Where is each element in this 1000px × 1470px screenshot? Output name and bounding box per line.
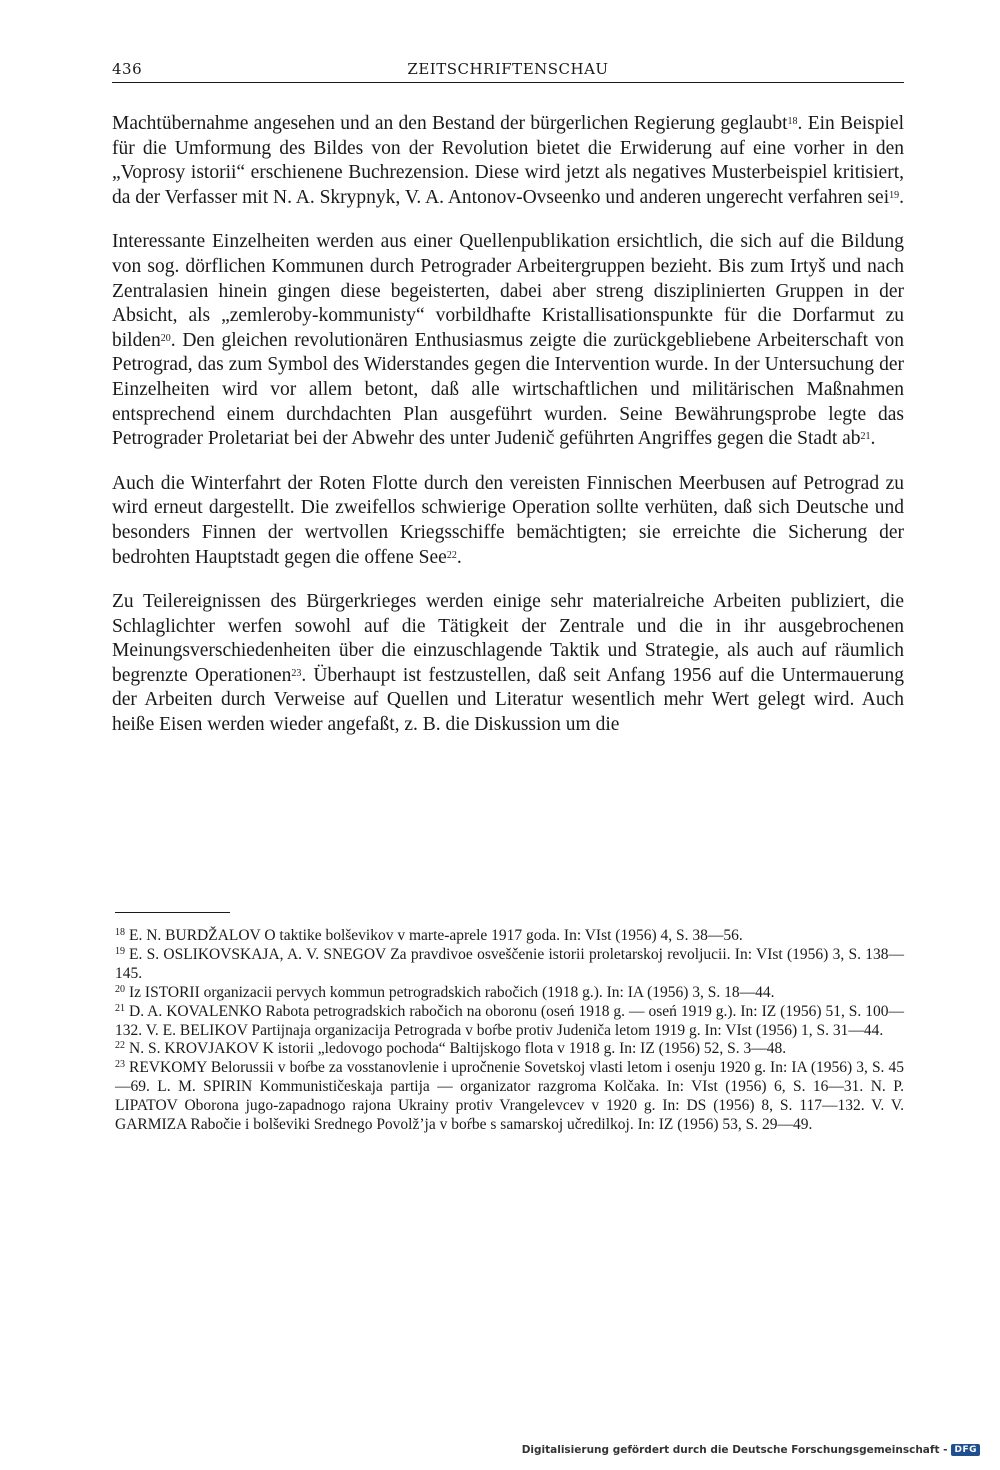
paragraph — [112, 230, 904, 451]
footnote-text: D. A. KOVALENKO Rabota petrogradskich rabočich na oboronu (oseń 1918 g. — oseń 1919 g.). In: IZ (1956) 51, S. 100—132. V. E. BELIKOV Partijnaja organizacija Petrograda v boŕbe protiv Judeniča letom 1919 g. In: VIst (1956) 1, S. 31—44. — [115, 1002, 904, 1039]
footnote-number: 21 — [115, 1002, 125, 1014]
text-segment: Interessante Einzelheiten werden aus einer Quellenpublikation ersichtlich, die sich auf die Bildung von sog. dörflichen Kommunen durch Petrograder Arbeitergruppen bezieht. Bis zum Irtyš und nach Zentralasien hinein gingen diese begeisterten, dabei aber streng disziplinierten Gruppen in der Absicht, als „zemleroby-kommunisty“ vorbildhafte Kristallisationspunkte für die Dorfarmut zu bilden — [112, 231, 904, 351]
footnote-ref: 21 — [860, 431, 871, 443]
page-number: 436 — [112, 60, 143, 78]
footnote-text: E. N. BURDŽALOV O taktike bolševikov v marte-aprele 1917 goda. In: VIst (1956) 4, S. 38—56. — [129, 927, 743, 944]
page-header — [112, 60, 904, 86]
footnote-ref: 18 — [787, 116, 798, 127]
text-segment: . Ein Beispiel für die Umformung des Bildes von der Revolution bietet die Erwiderung auf eine vorher in den „Voprosy istorii“ erschienene Buchrezension. Diese wird jetzt als negatives Musterbeispiel kritisiert, da der Verfasser mit N. A. Skrypnyk, V. A. Antonov-Ovseenko und anderen ungerecht verfahren sei — [112, 113, 904, 208]
footnote — [115, 984, 904, 1003]
footnote — [115, 1059, 904, 1135]
main-text — [112, 112, 904, 738]
text-segment: . Den gleichen revolutionären Enthusiasmus zeigte die zurückgebliebene Arbeiterschaft von Petrograd, das zum Symbol des Widerstandes gegen die Intervention wurde. In der Untersuchung der Einzelheiten wird vor allem betont, daß alle wirtschaftlichen und militärischen Maßnahmen entsprechend einem durchdachten Plan ausgeführt wurden. Seine Bewährungsprobe legte das Petrograder Proletariat bei der Abwehr des unter Judenič geführten Angriffes gegen die Stadt ab — [112, 329, 904, 450]
paragraph — [112, 472, 904, 570]
text-segment: Auch die Winterfahrt der Roten Flotte durch den vereisten Finnischen Meerbusen auf Petrograd zu wird erneut dargestellt. Die zweifellos schwierige Operation sollte verhüten, daß sich Deutsche und besonders Finnen der wertvollen Kriegsschiffe bemächtigten; sie erreichte die Sicherung der bedrohten Hauptstadt gegen die offene See — [112, 472, 904, 568]
footnote-text: REVKOMY Belorussii v boŕbe za vosstanovlenie i upročnenie Sovetskoj vlasti letom i osenju 1920 g. In: IA (1956) 3, S. 45—69. L. M. SPIRIN Kommunističeskaja partija — organizator razgroma Kolčaka. In: VIst (1956) 6, S. 16—31. N. P. LIPATOV Oborona jugo-zapadnogo rajona Ukrainy protiv Vrangelevcev v 1920 g. In: DS (1956) 8, S. 117—132. V. V. GARMIZA Rabočie i bolševiki Srednego Povolž’ja v boŕbe s samarskoj učredilkoj. In: IZ (1956) 53, S. 29—49. — [115, 1059, 904, 1134]
footnote-number: 22 — [115, 1040, 125, 1052]
footnote-number: 23 — [115, 1059, 125, 1071]
footnote-number: 20 — [115, 983, 125, 995]
digitization-credit — [522, 1444, 980, 1456]
footnote-number: 18 — [115, 927, 125, 938]
credit-text: Digitalisierung gefördert durch die Deutsche Forschungsgemeinschaft - — [521, 1444, 948, 1456]
footnote-ref: 23 — [291, 667, 302, 679]
footnote-ref: 22 — [446, 549, 457, 561]
footnote — [115, 946, 904, 984]
text-segment: . Überhaupt ist festzustellen, daß seit Anfang 1956 auf die Untermauerung der Arbeiten durch Verweise auf Quellen und Literatur wesentlich mehr Wert gelegt wird. Auch heiße Eisen werden wieder angefaßt, z. B. die Diskussion um die — [112, 664, 904, 736]
footnote-ref: 20 — [160, 332, 171, 344]
text-segment: . — [899, 186, 904, 208]
footnotes — [115, 927, 904, 1135]
header-rule — [112, 82, 904, 83]
paragraph — [112, 590, 904, 738]
footnote — [115, 927, 904, 946]
footnote-text: E. S. OSLIKOVSKAJA, A. V. SNEGOV Za pravdivoe osveščenie istorii proletarskoj revoljucii. In: VIst (1956) 3, S. 138—145. — [115, 945, 904, 982]
footnote-text: Iz ISTORII organizacii pervych kommun petrogradskich rabočich (1918 g.). In: IA (1956) 3, S. 18—44. — [129, 983, 775, 1001]
paragraph — [112, 112, 904, 210]
footnote-text: N. S. KROVJAKOV K istorii „ledovogo pochoda“ Baltijskogo flota v 1918 g. In: IZ (1956) 52, S. 3—48. — [129, 1040, 787, 1058]
text-segment: . — [870, 428, 876, 450]
text-segment: Zu Teilereignissen des Bürgerkrieges werden einige sehr materialreiche Arbeiten publiziert, die Schlaglichter werfen sowohl auf die Tätigkeit der Zentrale und die in ihr ausgebrochenen Meinungsverschiedenheiten über die einzuschlagende Taktik und Strategie, als auch auf räumlich begrenzte Operationen — [112, 591, 904, 686]
running-title: ZEITSCHRIFTENSCHAU — [407, 60, 609, 78]
text-segment: Machtübernahme angesehen und an den Bestand der bürgerlichen Regierung geglaubt — [112, 113, 788, 134]
footnote-separator — [115, 912, 230, 913]
footnote-number: 19 — [115, 945, 125, 957]
dfg-logo-icon: DFG — [951, 1444, 980, 1456]
footnote — [115, 1003, 904, 1041]
footnote-ref: 19 — [889, 189, 900, 201]
footnote — [115, 1040, 904, 1059]
text-segment: . — [456, 546, 462, 568]
